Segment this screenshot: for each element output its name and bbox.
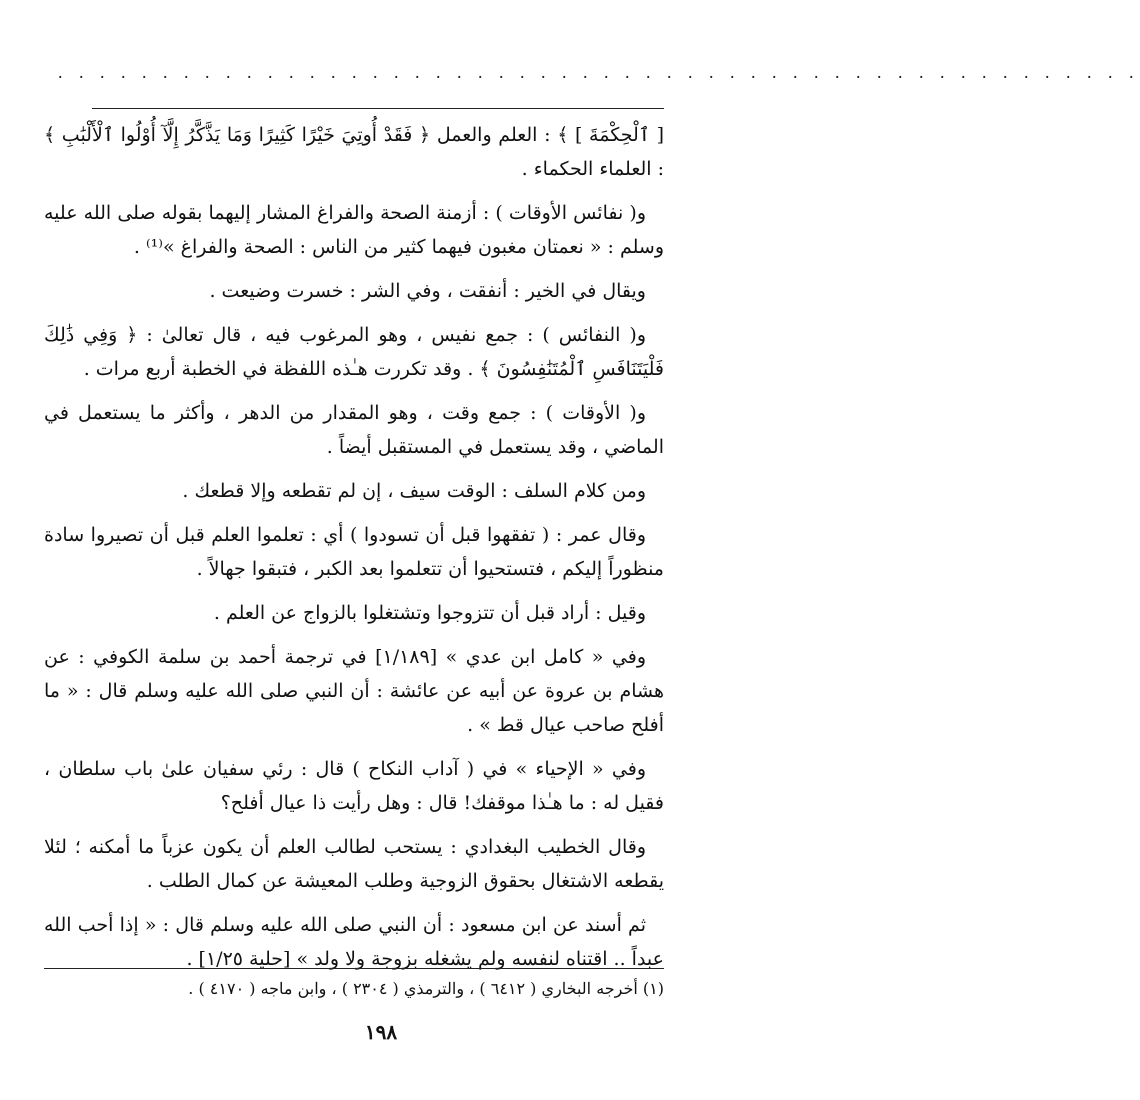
paragraph: ويقال في الخير : أنفقت ، وفي الشر : خسرت وضيعت . xyxy=(209,280,646,302)
page-number: ١٩٨ xyxy=(364,1020,398,1044)
paragraph: و( الأوقات ) : جمع وقت ، وهو المقدار من الدهر ، وأكثر ما يستعمل في الماضي ، وقد يستعمل في المستقبل أيضاً . xyxy=(44,402,664,458)
paragraph: [ ٱلْحِكْمَةَ ] ﴾ : العلم والعمل ﴿ فَقَدْ أُوتِيَ خَيْرًا كَثِيرًا وَمَا يَذَّكَّرُ إِلَّآ أُوْلُوا ٱلْأَلْبَٰبِ ﴾ : العلماء الحكماء . xyxy=(44,124,664,180)
header-dots: . . . . . . . . . . . . . . . . . . . . . . . . . . . . . . . . . . . . . . . . . . . . . . . . . . . . xyxy=(58,62,1140,82)
paragraph: وقيل : أراد قبل أن تتزوجوا وتشتغلوا بالزواج عن العلم . xyxy=(213,602,646,624)
paragraph: و( نفائس الأوقات ) : أزمنة الصحة والفراغ المشار إليهما بقوله صلى الله عليه وسلم : « نعمتان مغبون فيهما كثير من الناس : الصحة والفراغ »⁽¹⁾ . xyxy=(44,202,664,258)
paragraph: ومن كلام السلف : الوقت سيف ، إن لم تقطعه وإلا قطعك . xyxy=(182,480,646,502)
footnote: (١) أخرجه البخاري ( ٦٤١٢ ) ، والترمذي ( ٢٣٠٤ ) ، وابن ماجه ( ٤١٧٠ ) . xyxy=(188,979,664,998)
main-text xyxy=(44,118,664,986)
footnote-rule xyxy=(44,968,664,969)
paragraph: وقال الخطيب البغدادي : يستحب لطالب العلم أن يكون عزباً ما أمكنه ؛ لئلا يقطعه الاشتغال بحقوق الزوجية وطلب المعيشة عن كمال الطلب . xyxy=(44,836,664,892)
paragraph: ثم أسند عن ابن مسعود : أن النبي صلى الله عليه وسلم قال : « إذا أحب الله عبداً .. اقتناه لنفسه ولم يشغله بزوجة ولا ولد » [حلية ١/٢٥] . xyxy=(44,914,664,970)
header-rule xyxy=(92,108,664,109)
paragraph: وفي « كامل ابن عدي » [١/١٨٩] في ترجمة أحمد بن سلمة الكوفي : عن هشام بن عروة عن أبيه عن عائشة : أن النبي صلى الله عليه وسلم قال : « ما أفلح صاحب عيال قط » . xyxy=(44,646,664,736)
paragraph: وقال عمر : ( تفقهوا قبل أن تسودوا ) أي : تعلموا العلم قبل أن تصيروا سادة منظوراً إليكم ، فتستحيوا أن تتعلموا بعد الكبر ، فتبقوا جهالاً . xyxy=(44,524,664,580)
paragraph: و( النفائس ) : جمع نفيس ، وهو المرغوب فيه ، قال تعالىٰ : ﴿ وَفِي ذَٰلِكَ فَلْيَتَنَافَسِ ٱلْمُتَنَٰفِسُونَ ﴾ . وقد تكررت هـٰذه اللفظة في الخطبة أربع مرات . xyxy=(44,324,664,380)
paragraph: وفي « الإحياء » في ( آداب النكاح ) قال : رئي سفيان علىٰ باب سلطان ، فقيل له : ما هـٰذا موقفك! قال : وهل رأيت ذا عيال أفلح؟ xyxy=(44,758,664,814)
